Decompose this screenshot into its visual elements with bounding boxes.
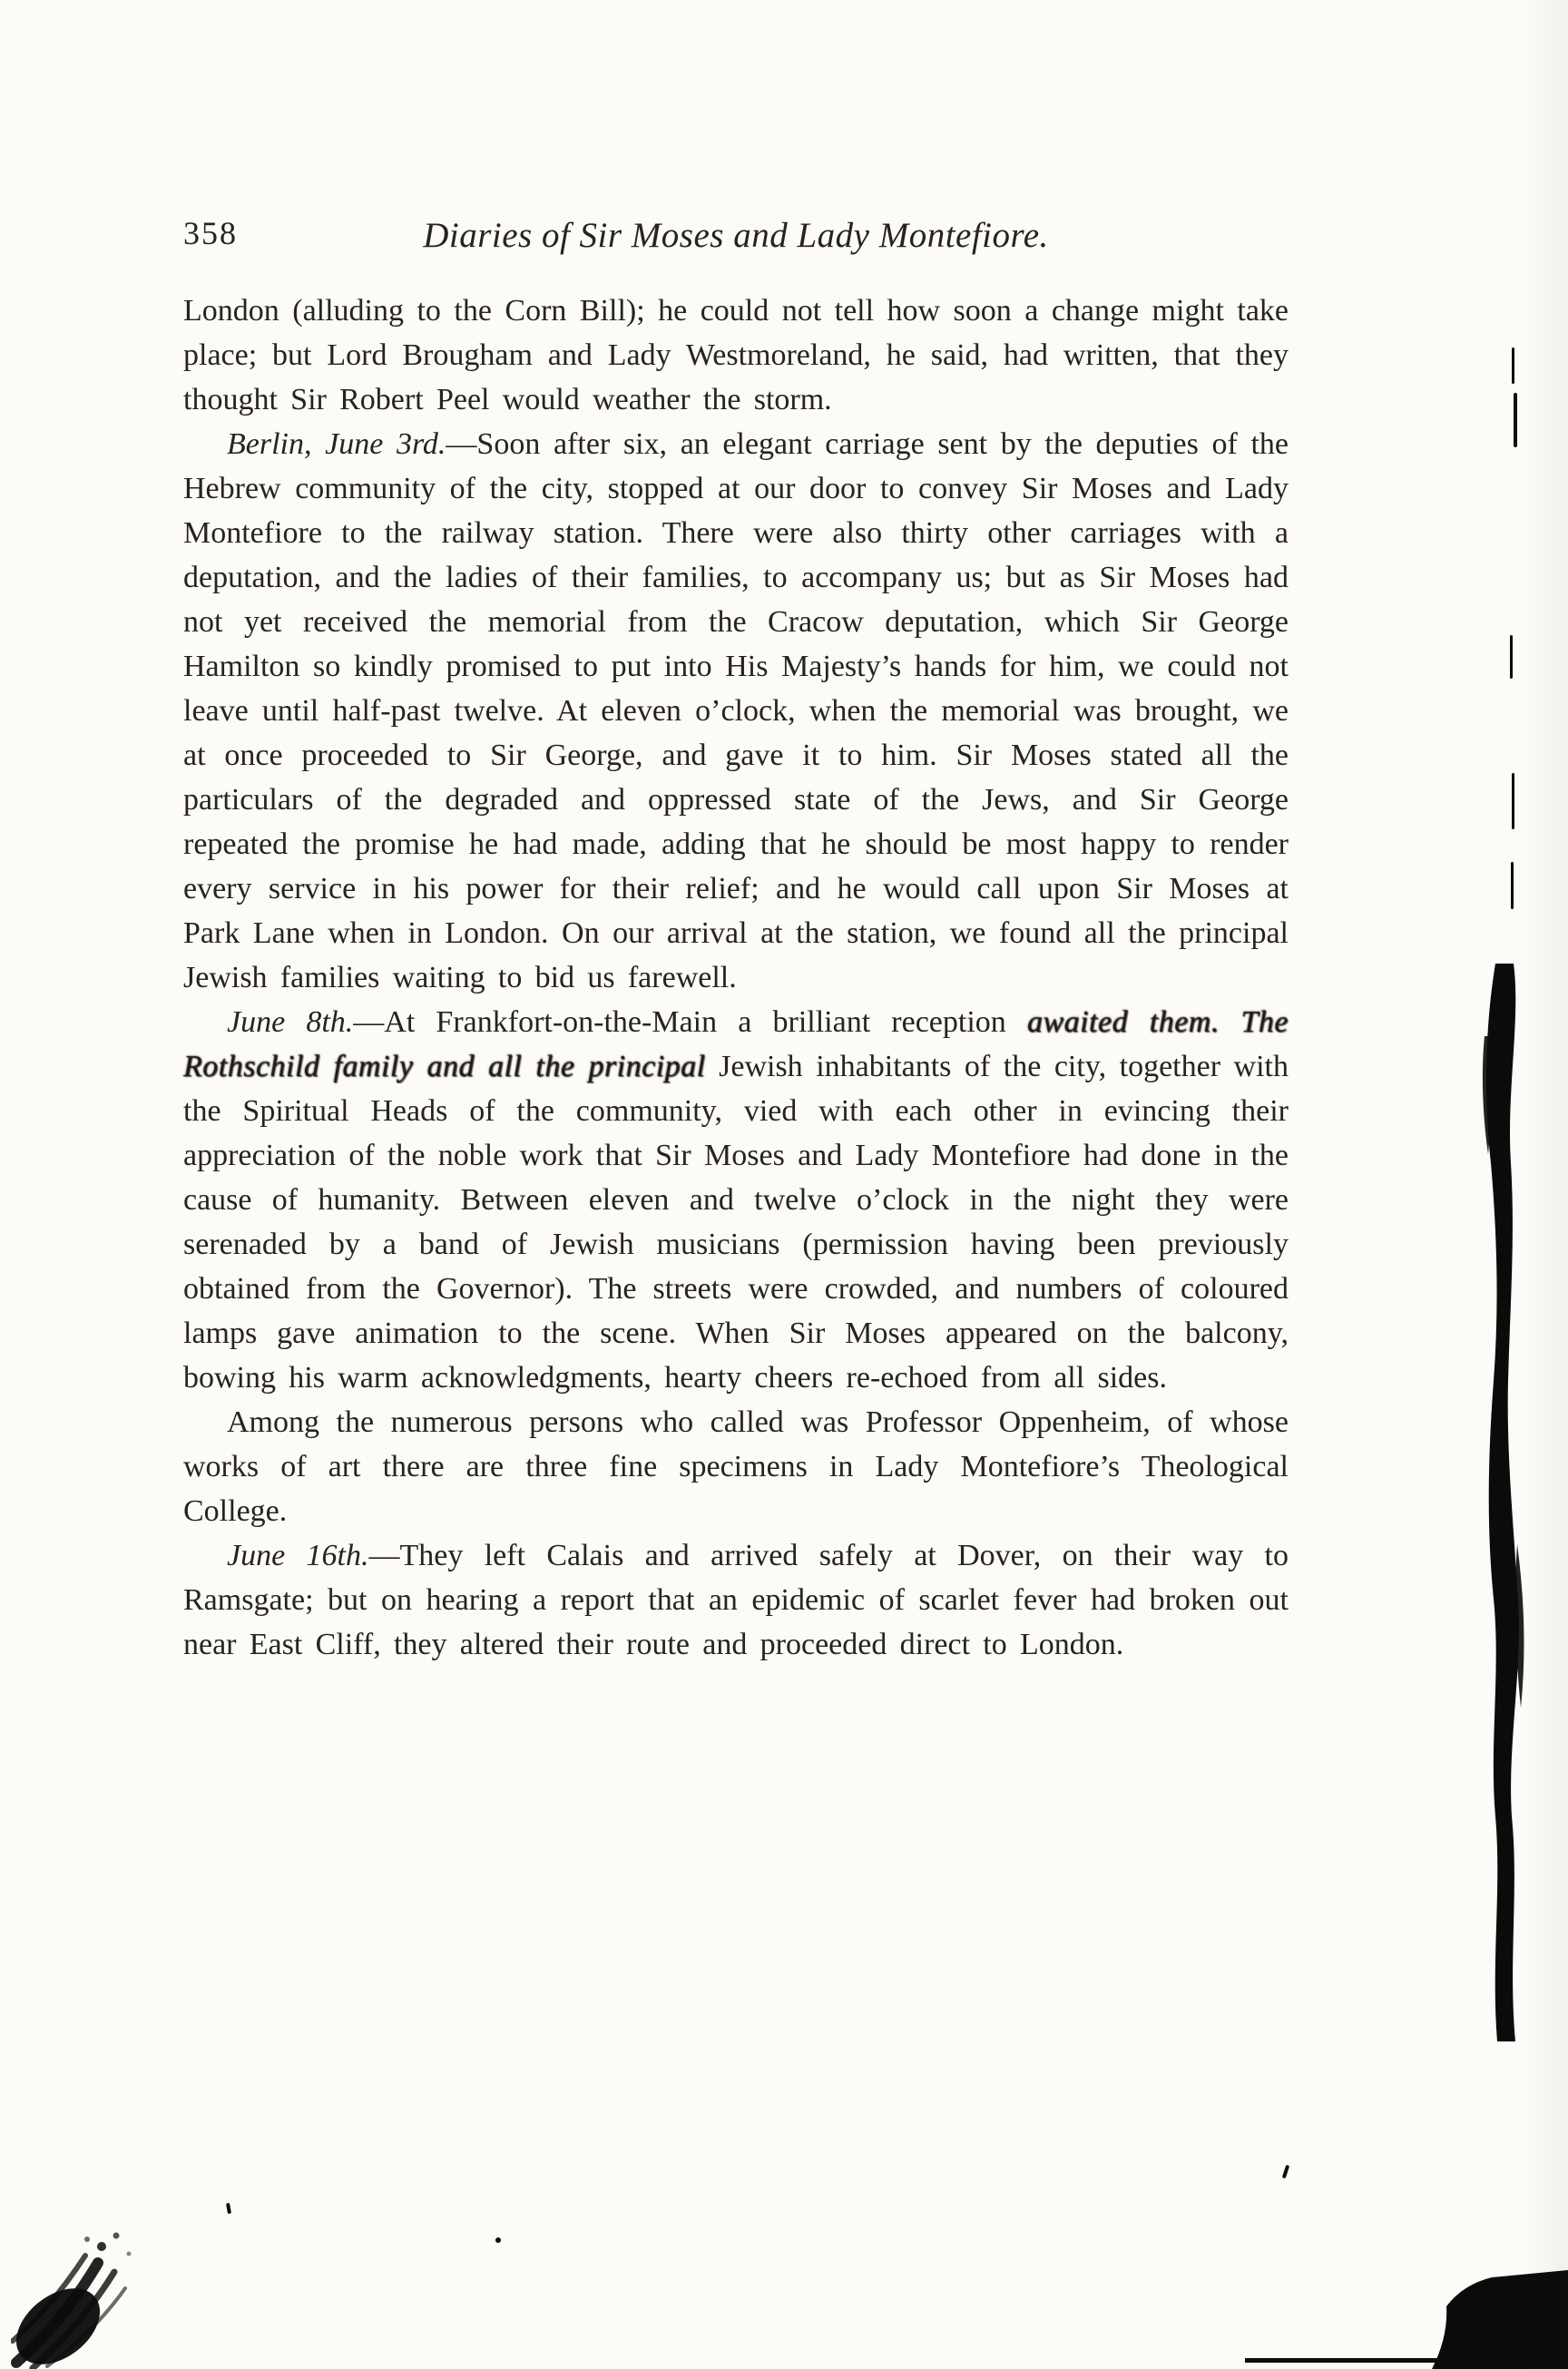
- text-segment-normal: Among the numerous persons who called was Professor Oppenheim, of whose works of art there are three fine specimens in Lady Montefiore’s Theological College.: [183, 1405, 1289, 1528]
- page-header: [183, 201, 1289, 258]
- paragraph-june-8th-frankfort: [183, 1000, 1289, 1400]
- scan-artifact-bottom-rule: [1245, 2358, 1568, 2363]
- text-segment-italic: June 16th.: [227, 1539, 369, 1572]
- scan-artifact-margin-stroke: [1511, 862, 1514, 909]
- scan-artifact-margin-stroke: [1514, 393, 1517, 447]
- text-segment-smeared: awaited them. The Rothschild family and all the principal: [183, 1005, 1289, 1083]
- text-segment-normal: Jewish inhabitants of the city, together with the Spiritual Heads of the community, vied with each other in evincing their appreciation of the noble work that Sir Moses and Lady Montefiore had done in the cause of humanity. Between eleven and twelve o’clock in the night they were serenaded by a band of Jewish musicians (permission having been previously obtained from the Governor). The streets were crowded, and numbers of coloured lamps gave animation to the scene. When Sir Moses appeared on the balcony, bowing his warm acknowledgments, hearty cheers re-echoed from all sides.: [183, 1050, 1289, 1395]
- paragraph-london-corn-bill: [183, 289, 1289, 422]
- text-segment-normal: —They left Calais and arrived safely at Dover, on their way to Ramsgate; but on hearing a report that an epidemic of scarlet fever had broken out near East Cliff, they altered their route and proceeded direct to London.: [183, 1539, 1289, 1661]
- text-segment-italic: Berlin, June 3rd.: [227, 427, 446, 461]
- text-segment-italic: June 8th.: [227, 1005, 354, 1039]
- paragraph-professor-oppenheim: [183, 1400, 1289, 1533]
- paragraph-berlin-june-3rd: [183, 422, 1289, 1000]
- running-title: Diaries of Sir Moses and Lady Montefiore.: [423, 216, 1049, 255]
- text-segment-normal: —Soon after six, an elegant carriage sent by the deputies of the Hebrew community of the city, stopped at our door to convey Sir Moses and Lady Montefiore to the railway station. There were also thirty other carriages with a deputation, and the ladies of their families, to accompany us; but as Sir Moses had not yet received the memorial from the Cracow deputation, which Sir George Hamilton so kindly promised to put into His Majesty’s hands for him, we could not leave until half-past twelve. At eleven o’clock, when the memorial was brought, we at once proceeded to Sir George, and gave it to him. Sir Moses stated all the particulars of the degraded and oppressed state of the Jews, and Sir George repeated the promise he had made, adding that he should be most happy to render every service in his power for their relief; and he would call upon Sir Moses at Park Lane when in London. On our arrival at the station, we found all the principal Jewish families waiting to bid us farewell.: [183, 427, 1289, 994]
- page-content: [183, 201, 1289, 1667]
- text-segment-normal: London (alluding to the Corn Bill); he could not tell how soon a change might take place; but Lord Brougham and Lady Westmoreland, he said, had written, that they thought Sir Robert Peel would weather the storm.: [183, 294, 1289, 416]
- scan-artifact-margin-stroke: [1512, 348, 1514, 384]
- scan-artifact-margin-stroke: [1512, 773, 1514, 829]
- scan-artifact-right-streak: [1477, 964, 1530, 2041]
- scan-artifact-ink-smudge: [11, 2152, 179, 2369]
- scan-speck-dot: [495, 2237, 501, 2243]
- paragraph-june-16th-calais: [183, 1533, 1289, 1667]
- scan-speck-apostrophe: [1282, 2165, 1289, 2179]
- scan-speck-comma: [226, 2203, 231, 2215]
- page-text-block: [183, 289, 1289, 1667]
- scan-artifact-corner-block: [1416, 2266, 1568, 2369]
- scan-artifact-margin-stroke: [1510, 635, 1513, 679]
- text-segment-normal: —At Frankfort-on-the-Main a brilliant reception: [353, 1005, 1027, 1039]
- page-number: 358: [183, 215, 238, 251]
